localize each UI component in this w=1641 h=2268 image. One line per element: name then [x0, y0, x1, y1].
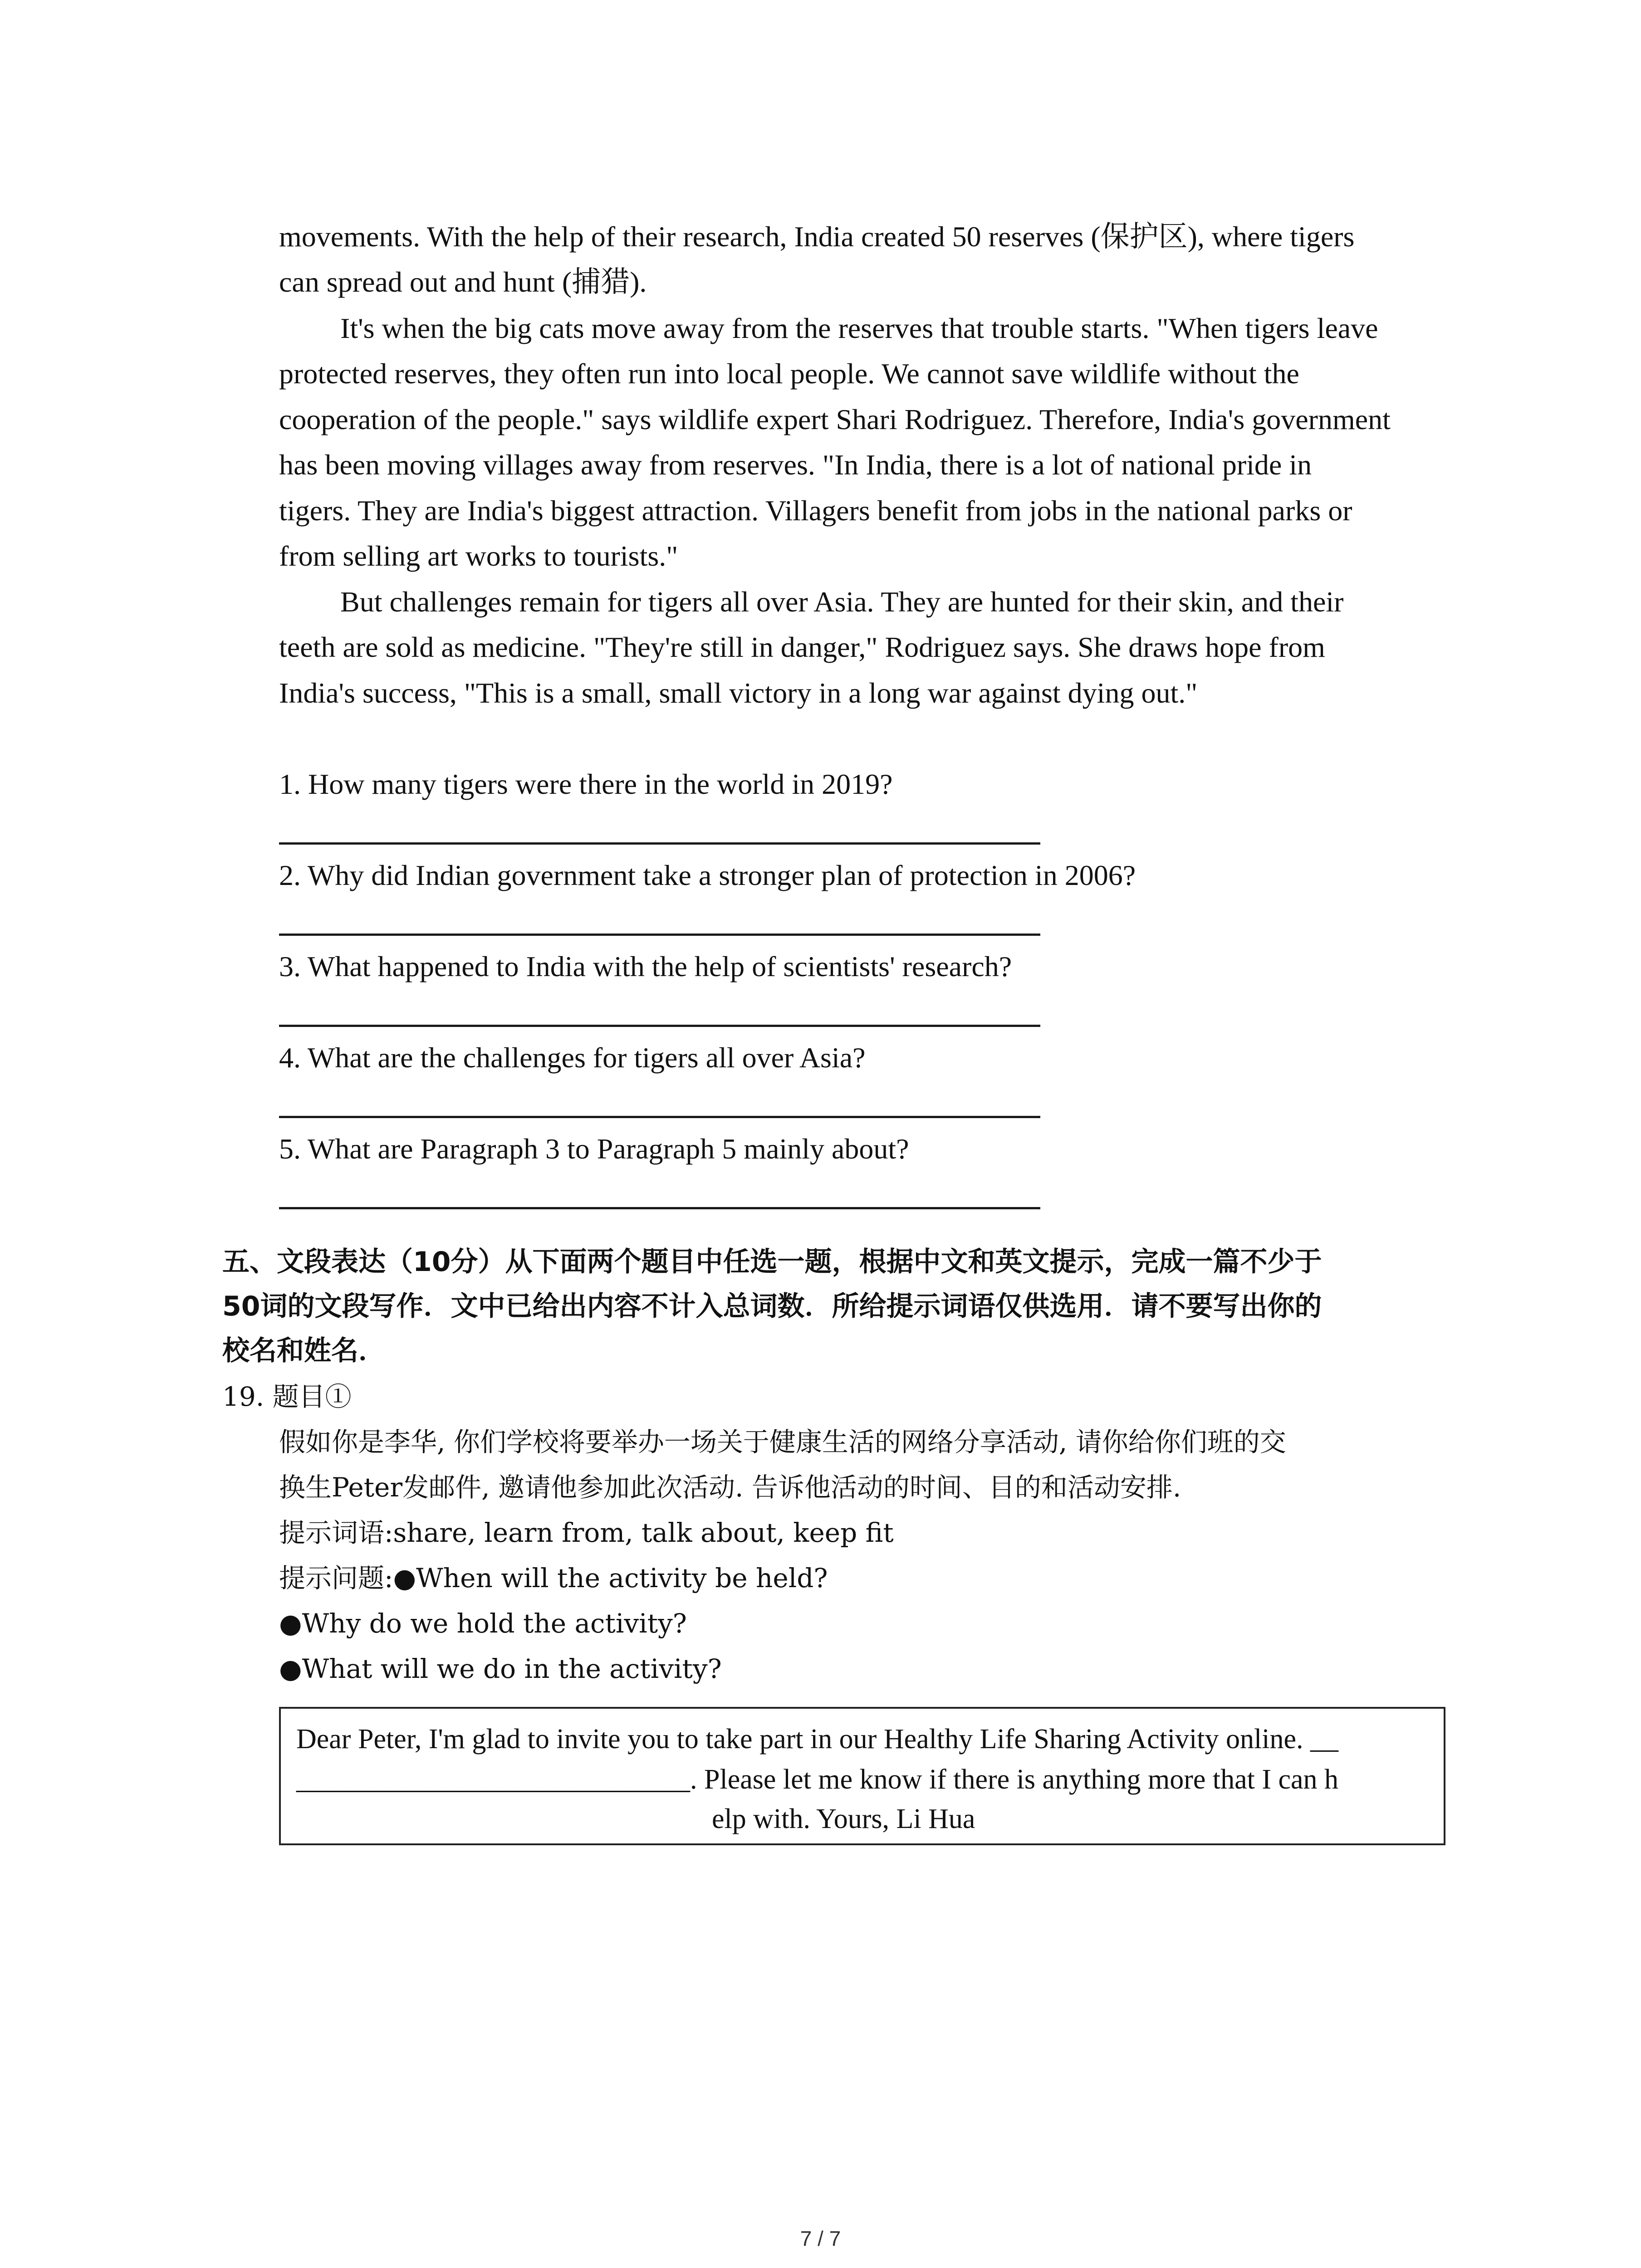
- question-3: 3. What happened to India with the help of scientists' research?: [279, 950, 1012, 982]
- letter-writing-box[interactable]: [279, 1707, 1445, 1845]
- passage-line: teeth are sold as medicine. "They're still in danger," Rodriguez says. She draws hope from: [279, 631, 1325, 663]
- question-4: 4. What are the challenges for tigers all over Asia?: [279, 1041, 866, 1074]
- passage-line: protected reserves, they often run into local people. We cannot save wildlife without the: [279, 357, 1299, 390]
- section-heading-line: 五、文段表达（10分）从下面两个题目中任选一题，根据中文和英文提示，完成一篇不少于: [222, 1246, 1322, 1278]
- task-line: 假如你是李华, 你们学校将要举办一场关于健康生活的网络分享活动, 请你给你们班的交: [279, 1427, 1286, 1457]
- letter-line: Dear Peter, I'm glad to invite you to take part in our Healthy Life Sharing Activity online. __: [296, 1724, 1338, 1755]
- answer-line-1[interactable]: [279, 842, 1040, 845]
- passage-line: It's when the big cats move away from the reserves that trouble starts. "When tigers leave: [340, 312, 1378, 344]
- answer-line-3[interactable]: [279, 1025, 1040, 1027]
- page-number: 7 / 7: [800, 2227, 841, 2250]
- section-heading-line: 50词的文段写作．文中已给出内容不计入总词数．所给提示词语仅供选用．请不要写出你的: [222, 1290, 1322, 1322]
- question-1: 1. How many tigers were there in the world in 2019?: [279, 768, 893, 800]
- passage-line: from selling art works to tourists.": [279, 540, 678, 572]
- question-5: 5. What are Paragraph 3 to Paragraph 5 mainly about?: [279, 1133, 909, 1165]
- task-line: 换生Peter发邮件, 邀请他参加此次活动. 告诉他活动的时间、目的和活动安排.: [279, 1472, 1181, 1503]
- hint-question: 提示问题:●When will the activity be held?: [279, 1563, 828, 1593]
- answer-line-5[interactable]: [279, 1207, 1040, 1209]
- passage-line: India's success, "This is a small, small victory in a long war against dying out.": [279, 677, 1198, 709]
- passage-line: tigers. They are India's biggest attraction. Villagers benefit from jobs in the national parks or: [279, 494, 1352, 527]
- letter-line: elp with. Yours, Li Hua: [712, 1804, 975, 1834]
- section-heading-line: 校名和姓名．: [222, 1335, 386, 1367]
- passage-line: has been moving villages away from reserves. "In India, there is a lot of national pride in: [279, 449, 1312, 481]
- question-2: 2. Why did Indian government take a stronger plan of protection in 2006?: [279, 859, 1136, 891]
- passage-line: can spread out and hunt (捕猎).: [279, 266, 647, 298]
- hint-question: ●What will we do in the activity?: [279, 1653, 722, 1684]
- passage-line: movements. With the help of their research, India created 50 reserves (保护区), where tigers: [279, 220, 1355, 253]
- passage-line: But challenges remain for tigers all over Asia. They are hunted for their skin, and their: [340, 586, 1344, 618]
- hint-words: 提示词语:share, learn from, talk about, keep fit: [279, 1517, 894, 1548]
- answer-line-2[interactable]: [279, 934, 1040, 936]
- question-number: 19. 题目①: [222, 1381, 352, 1412]
- hint-question: ●Why do we hold the activity?: [279, 1608, 687, 1639]
- passage-line: cooperation of the people." says wildlife expert Shari Rodriguez. Therefore, India's government: [279, 403, 1391, 435]
- answer-line-4[interactable]: [279, 1116, 1040, 1118]
- letter-line: ____________________________. Please let me know if there is anything more that I can h: [296, 1764, 1339, 1795]
